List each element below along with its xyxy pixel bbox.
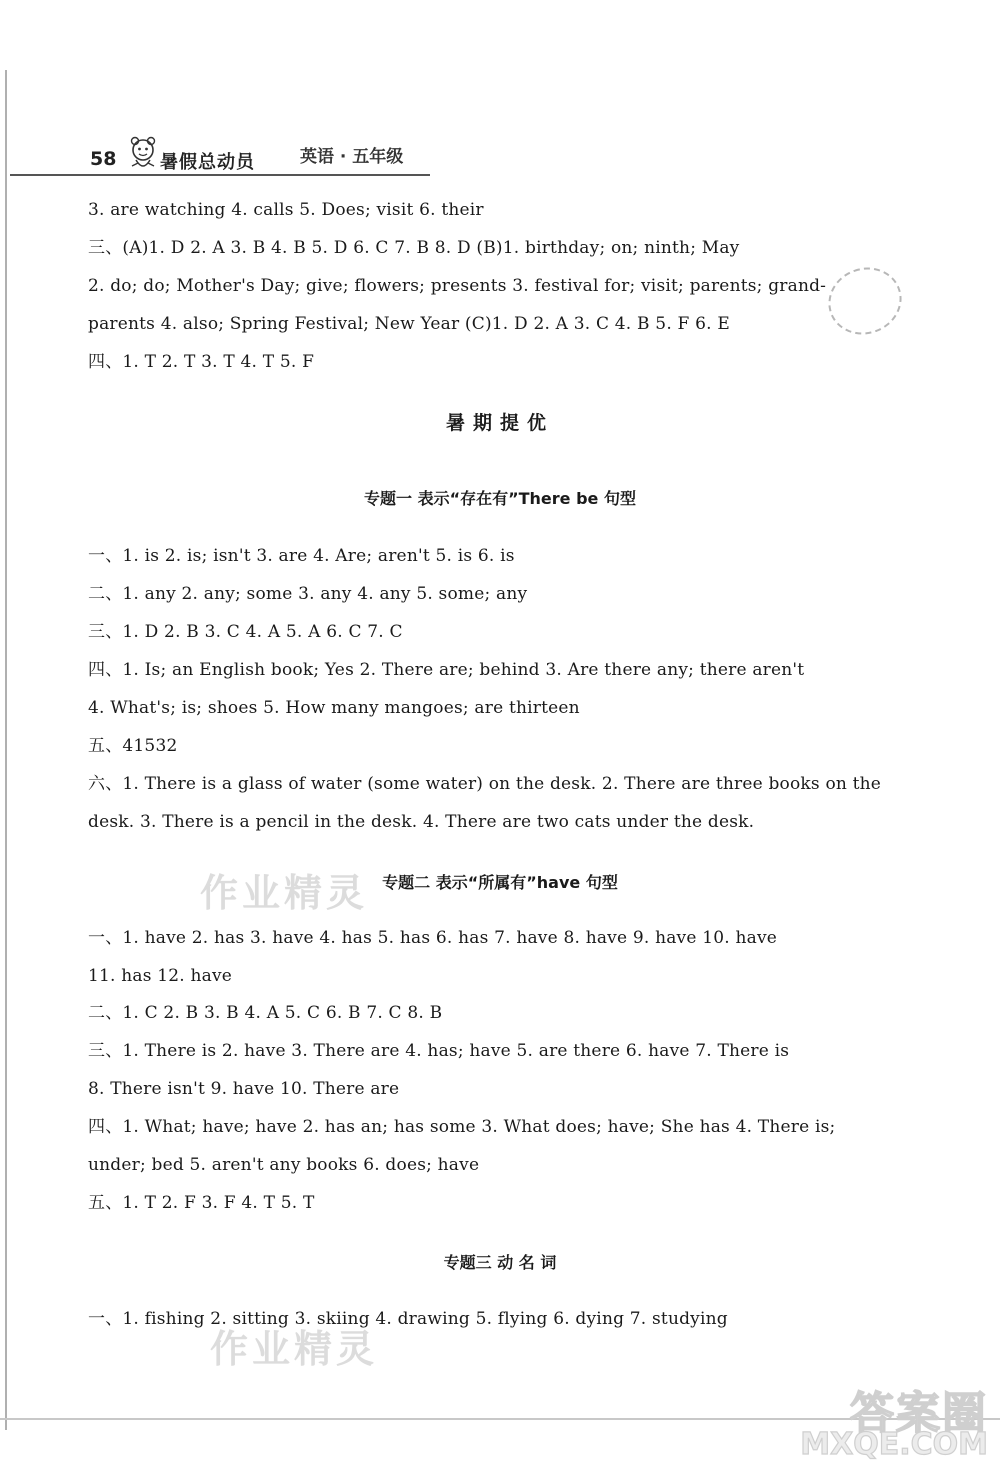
stamp-mark [819,257,911,344]
topic-title: 专题二 表示“所属有”have 句型 [382,873,618,892]
answer-line: 二、1. C 2. B 3. B 4. A 5. C 6. B 7. C 8. B [88,1003,443,1023]
answer-line: 2. do; do; Mother's Day; give; flowers; presents 3. festival for; visit; parents; grand- [88,276,827,296]
answer-line: 六、1. There is a glass of water (some water) on the desk. 2. There are three books on the [88,774,882,794]
page-header [10,130,430,178]
answer-line: 五、1. T 2. F 3. F 4. T 5. T [88,1193,315,1213]
brand-watermark-url: MXQE.COM [800,1427,988,1462]
answer-line: 一、1. have 2. has 3. have 4. has 5. has 6. has 7. have 8. have 9. have 10. have [88,928,778,948]
answer-line: under; bed 5. aren't any books 6. does; have [88,1155,480,1175]
header-rule [10,174,430,176]
brand-watermark [786,1377,996,1467]
book-title: 暑假总动员 [160,152,255,173]
answer-line: 4. What's; is; shoes 5. How many mangoes; are thirteen [88,698,580,718]
answer-line: 四、1. What; have; have 2. has an; has some 3. What does; have; She has 4. There is; [88,1117,836,1137]
brand-watermark-text: 答案圈 [850,1388,988,1439]
section-title: 暑期提优 [445,412,554,434]
faint-watermark: 作业精灵 [200,871,369,915]
answer-line: 11. has 12. have [88,966,233,986]
answer-line: desk. 3. There is a pencil in the desk. 4. There are two cats under the desk. [88,812,755,832]
answer-line: 一、1. is 2. is; isn't 3. are 4. Are; aren't 5. is 6. is [88,546,515,566]
answer-line: 五、41532 [88,736,178,756]
book-subject: 英语 · 五年级 [300,147,404,167]
answer-line: 三、1. D 2. B 3. C 4. A 5. A 6. C 7. C [88,622,403,642]
answer-line: 四、1. Is; an English book; Yes 2. There are; behind 3. Are there any; there aren't [88,660,805,680]
answer-line: 一、1. fishing 2. sitting 3. skiing 4. drawing 5. flying 6. dying 7. studying [88,1309,728,1329]
page-edge [5,70,7,1430]
answer-line: 四、1. T 2. T 3. T 4. T 5. F [88,352,315,372]
answer-line: 二、1. any 2. any; some 3. any 4. any 5. some; any [88,584,528,604]
topic-title: 专题一 表示“存在有”There be 句型 [364,489,636,508]
page-number: 58 [90,148,117,170]
answer-line: parents 4. also; Spring Festival; New Year (C)1. D 2. A 3. C 4. B 5. F 6. E [88,314,730,334]
answer-line: 三、1. There is 2. have 3. There are 4. has; have 5. are there 6. have 7. There is [88,1041,790,1061]
answer-line: 8. There isn't 9. have 10. There are [88,1079,400,1099]
topic-title: 专题三 动 名 词 [443,1253,557,1272]
answer-line: 三、(A)1. D 2. A 3. B 4. B 5. D 6. C 7. B 8. D (B)1. birthday; on; ninth; May [88,238,740,258]
faint-watermark: 作业精灵 [210,1327,379,1371]
mascot-icon [126,136,160,178]
answer-line: 3. are watching 4. calls 5. Does; visit 6. their [88,200,484,220]
